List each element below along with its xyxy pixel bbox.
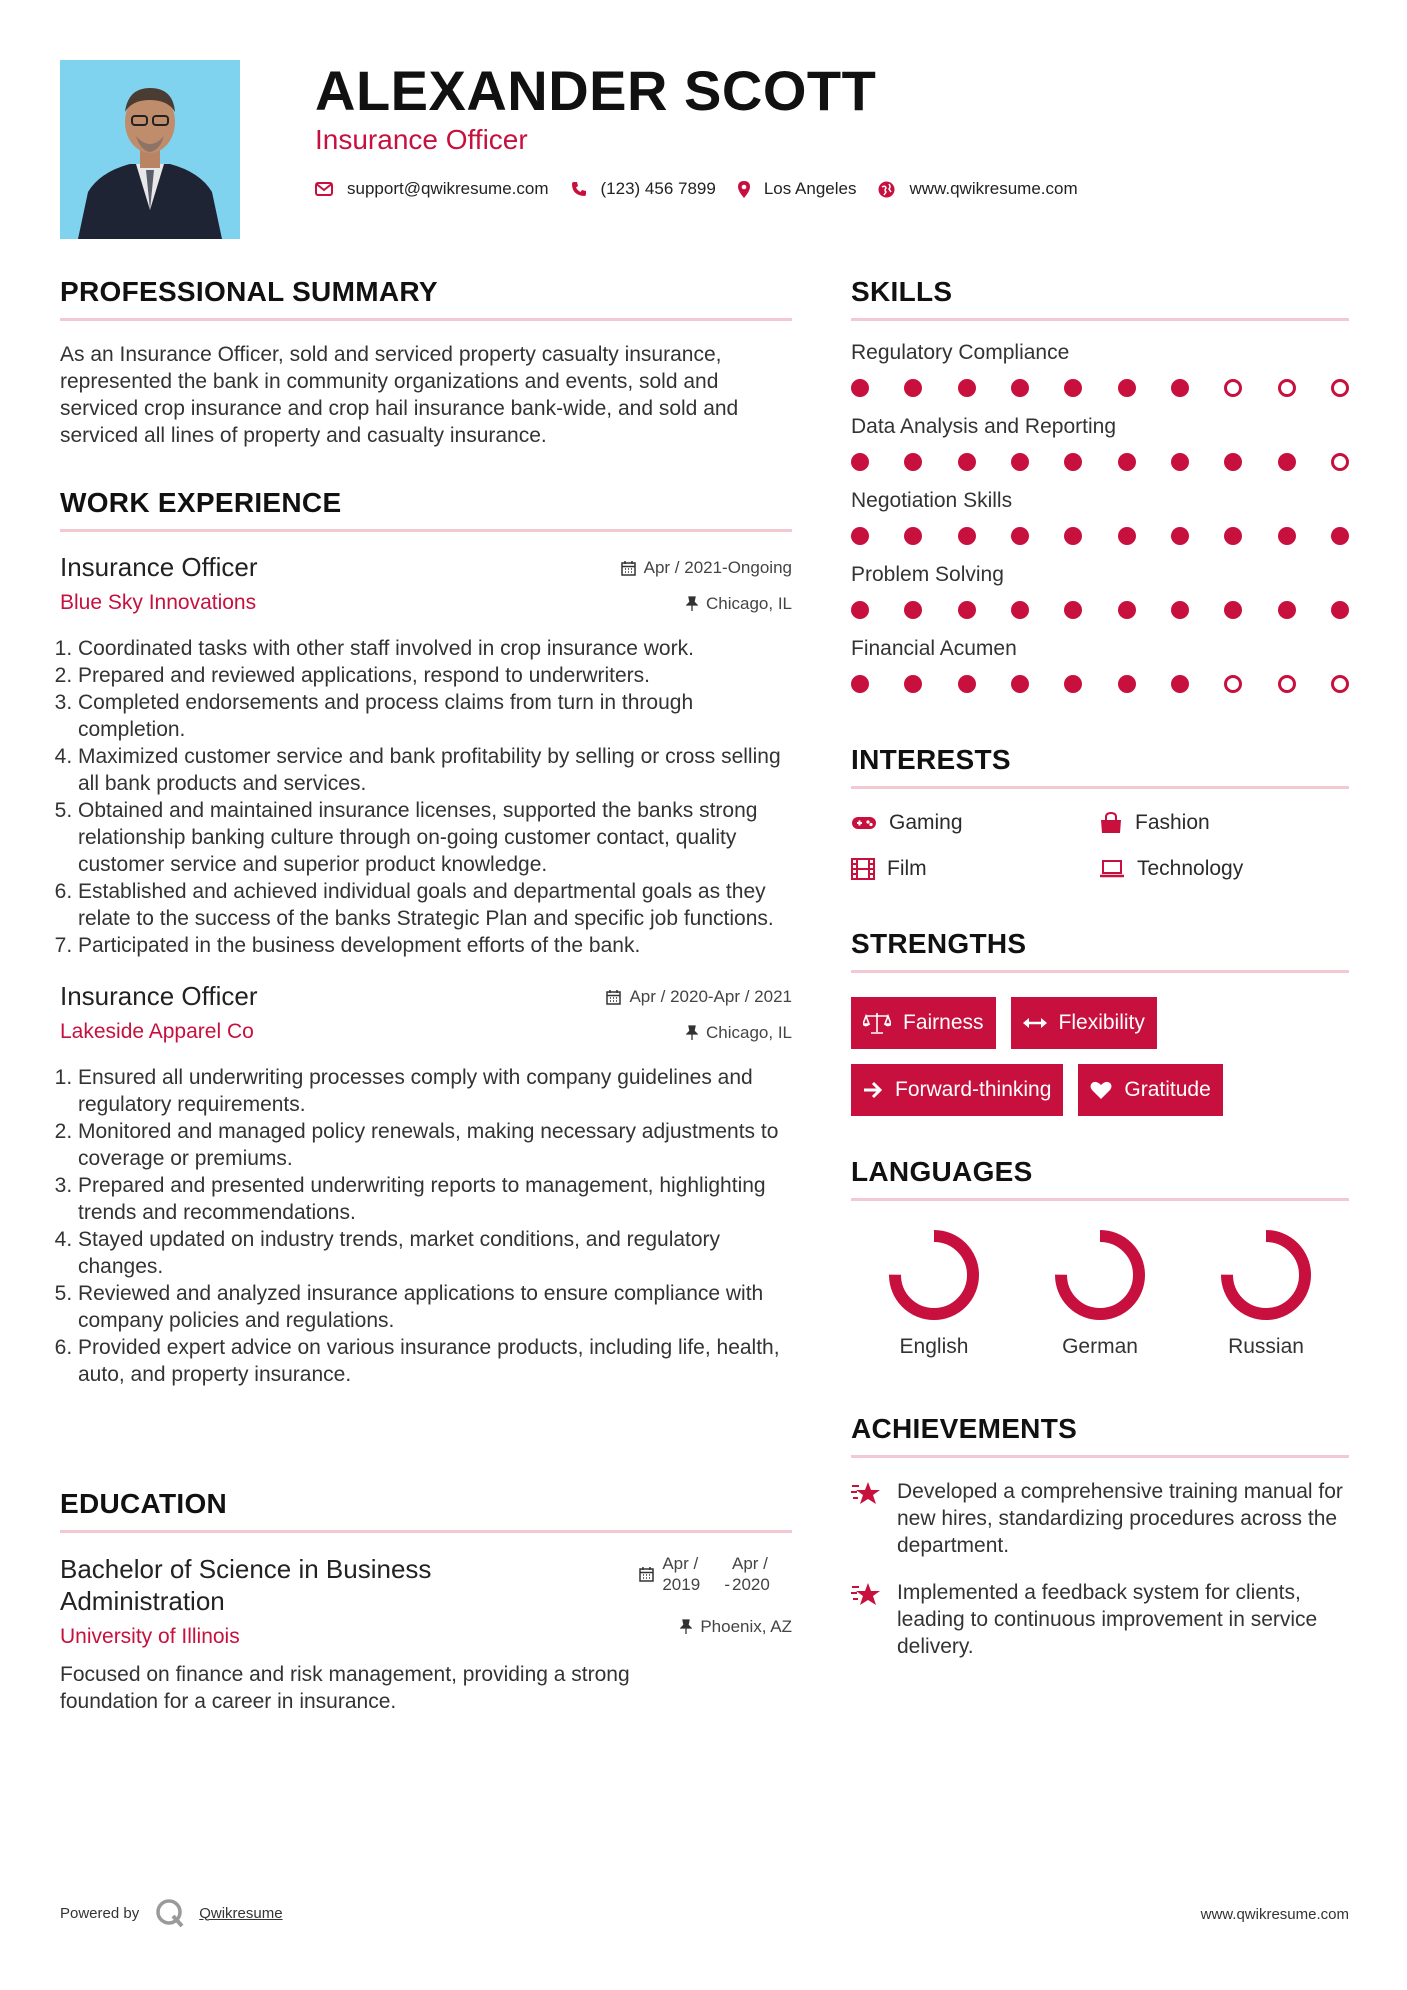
languages-list (851, 1227, 1349, 1359)
rating-dot-filled (1011, 527, 1029, 545)
duty-item: 7. Participated in the business development efforts of the bank. (78, 932, 792, 959)
heart-icon (1090, 1080, 1112, 1100)
section-divider (851, 970, 1349, 973)
strength-label: Forward-thinking (895, 1078, 1052, 1101)
languages-section (851, 1156, 1349, 1359)
duty-item: 1. Coordinated tasks with other staff involved in crop insurance work. (78, 635, 792, 662)
languages-heading: LANGUAGES (851, 1156, 1033, 1187)
rating-dot-filled (958, 675, 976, 693)
interest-item (851, 811, 1099, 835)
rating-dot-empty (1278, 675, 1296, 693)
achievement-item (851, 1579, 1349, 1660)
job-location: Chicago, IL (706, 1023, 792, 1042)
skills-list (851, 341, 1349, 693)
job-duties (60, 1064, 792, 1388)
strengths-section (851, 928, 1349, 1131)
shopping-bag-icon (1099, 812, 1123, 834)
education-location: Phoenix, AZ (700, 1617, 792, 1636)
contact-email[interactable] (315, 179, 549, 199)
job-entry (60, 552, 792, 959)
language-item (1183, 1227, 1349, 1359)
skill-name: Regulatory Compliance (851, 341, 1070, 364)
rating-dot-filled (851, 527, 869, 545)
rating-dot-filled (1011, 379, 1029, 397)
interest-item (1099, 857, 1349, 881)
rating-dot-filled (1224, 453, 1242, 471)
rating-dot-filled (958, 601, 976, 619)
achievement-item (851, 1478, 1349, 1559)
pushpin-icon (686, 1025, 698, 1041)
language-ring (1218, 1227, 1314, 1323)
skill-name: Data Analysis and Reporting (851, 415, 1116, 438)
rating-dot-filled (1118, 601, 1136, 619)
achievement-text: Developed a comprehensive training manual for new hires, standardizing procedures across the department. (897, 1480, 1343, 1557)
rating-dot-empty (1331, 379, 1349, 397)
strength-badge (1078, 1064, 1222, 1116)
achievement-text: Implemented a feedback system for clients, leading to continuous improvement in service delivery. (897, 1581, 1318, 1658)
rating-dot-empty (1278, 379, 1296, 397)
rating-dot-filled (1011, 675, 1029, 693)
footer-website[interactable]: www.qwikresume.com (1200, 1906, 1349, 1923)
education-description: Focused on finance and risk management, providing a strong foundation for a career in insurance. (60, 1663, 630, 1713)
job-title: Insurance Officer (60, 981, 258, 1011)
contact-website-text: www.qwikresume.com (909, 179, 1078, 198)
rating-dot-filled (1331, 527, 1349, 545)
section-divider (851, 1198, 1349, 1201)
strength-badge (1011, 997, 1157, 1049)
rating-dot-filled (1011, 601, 1029, 619)
duty-item: 5. Reviewed and analyzed insurance applications to ensure compliance with company policies and regulations. (78, 1280, 792, 1334)
section-divider (851, 786, 1349, 789)
experience-heading: WORK EXPERIENCE (60, 487, 342, 518)
duty-item: 6. Established and achieved individual goals and departmental goals as they relate to the success of the banks Strategic Plan and specific job functions. (78, 878, 792, 932)
duty-item: 4. Maximized customer service and bank profitability by selling or cross selling all bank products and services. (78, 743, 792, 797)
rating-dot-filled (1118, 527, 1136, 545)
skill-name: Problem Solving (851, 563, 1004, 586)
rating-dot-filled (904, 675, 922, 693)
strengths-heading: STRENGTHS (851, 928, 1027, 959)
powered-by-text: Powered by (60, 1904, 140, 1922)
education-section (60, 1488, 792, 1715)
duty-item: 3. Prepared and presented underwriting reports to management, highlighting trends and recommendations. (78, 1172, 792, 1226)
skill-rating (851, 527, 1349, 545)
language-label: English (899, 1335, 969, 1358)
date-separator: - (724, 1575, 730, 1594)
rating-dot-filled (851, 601, 869, 619)
pushpin-icon (686, 596, 698, 612)
rating-dot-filled (1224, 527, 1242, 545)
duty-item: 1. Ensured all underwriting processes comply with company guidelines and regulatory requirements. (78, 1064, 792, 1118)
phone-icon (571, 181, 587, 197)
laptop-icon (1099, 860, 1125, 878)
language-level-arc (1061, 1236, 1139, 1314)
footer-powered-by (60, 1898, 283, 1928)
language-ring (1052, 1227, 1148, 1323)
skill-rating (851, 675, 1349, 693)
profile-photo (60, 60, 240, 239)
summary-heading: PROFESSIONAL SUMMARY (60, 276, 438, 307)
rating-dot-filled (904, 453, 922, 471)
rating-dot-filled (1171, 453, 1189, 471)
star-badge-icon (851, 1581, 881, 1607)
rating-dot-filled (958, 379, 976, 397)
skill-rating (851, 379, 1349, 397)
rating-dot-filled (1064, 675, 1082, 693)
rating-dot-filled (1064, 601, 1082, 619)
interests-heading: INTERESTS (851, 744, 1011, 775)
contact-website[interactable] (878, 179, 1077, 199)
rating-dot-filled (1064, 379, 1082, 397)
job-location: Chicago, IL (706, 594, 792, 613)
strengths-list (851, 997, 1349, 1131)
education-start: Apr / 2019 (662, 1554, 701, 1594)
achievements-section (851, 1413, 1349, 1660)
rating-dot-filled (904, 601, 922, 619)
candidate-title: Insurance Officer (315, 124, 528, 155)
experience-section (60, 487, 792, 1388)
contact-phone-text: (123) 456 7899 (600, 179, 716, 198)
rating-dot-filled (851, 675, 869, 693)
gamepad-icon (851, 815, 877, 831)
rating-dot-empty (1224, 379, 1242, 397)
language-item (851, 1227, 1017, 1359)
achievements-heading: ACHIEVEMENTS (851, 1413, 1078, 1444)
contact-phone[interactable] (571, 179, 716, 199)
skill-rating (851, 601, 1349, 619)
strength-label: Fairness (903, 1011, 984, 1034)
film-icon (851, 858, 875, 880)
rating-dot-filled (851, 379, 869, 397)
language-label: Russian (1228, 1335, 1304, 1358)
language-level-arc (1227, 1236, 1305, 1314)
job-company: Lakeside Apparel Co (60, 1020, 254, 1043)
rating-dot-filled (1278, 453, 1296, 471)
duty-item: 2. Prepared and reviewed applications, respond to underwriters. (78, 662, 792, 689)
rating-dot-filled (1118, 379, 1136, 397)
job-entry (60, 981, 792, 1388)
skills-section (851, 276, 1349, 711)
rating-dot-empty (1331, 453, 1349, 471)
rating-dot-filled (1171, 601, 1189, 619)
interest-label: Gaming (889, 811, 963, 834)
rating-dot-filled (1278, 527, 1296, 545)
strength-label: Gratitude (1124, 1078, 1211, 1101)
rating-dot-filled (1171, 675, 1189, 693)
rating-dot-filled (1064, 453, 1082, 471)
duty-item: 6. Provided expert advice on various insurance products, including life, health, auto, and property insurance. (78, 1334, 792, 1388)
job-dates: Apr / 2020-Apr / 2021 (629, 987, 792, 1006)
summary-section (60, 276, 792, 449)
star-badge-icon (851, 1480, 881, 1506)
section-divider (60, 318, 792, 321)
summary-text: As an Insurance Officer, sold and serviced property casualty insurance, represented the bank in community organizations and events, sold and serviced crop insurance and crop hail insurance bank-wide, and sold and serviced all lines of property and casualty insurance. (60, 343, 739, 447)
skill-name: Negotiation Skills (851, 489, 1013, 512)
rating-dot-filled (1011, 453, 1029, 471)
rating-dot-filled (958, 527, 976, 545)
interest-item (1099, 811, 1349, 835)
contact-location-text: Los Angeles (763, 179, 857, 198)
rating-dot-filled (1224, 601, 1242, 619)
interest-item (851, 857, 1099, 881)
rating-dot-filled (1171, 379, 1189, 397)
contact-location (738, 179, 857, 199)
job-company: Blue Sky Innovations (60, 591, 257, 614)
degree-title: Bachelor of Science in Business Administration (60, 1554, 432, 1616)
duty-item: 5. Obtained and maintained insurance licenses, supported the banks strong relationship banking culture through on-going customer contact, quality customer service and superior product knowledge. (78, 797, 792, 878)
interests-section (851, 744, 1349, 881)
education-heading: EDUCATION (60, 1488, 228, 1519)
section-divider (60, 529, 792, 532)
language-ring (886, 1227, 982, 1323)
section-divider (851, 318, 1349, 321)
interests-list (851, 811, 1349, 881)
language-level-arc (895, 1236, 973, 1314)
strength-badge (851, 997, 996, 1049)
calendar-icon (639, 1566, 654, 1582)
interest-label: Fashion (1135, 811, 1210, 834)
brand-link[interactable]: Qwikresume (199, 1904, 283, 1922)
rating-dot-filled (958, 453, 976, 471)
arrows-horizontal-icon (1023, 1017, 1047, 1029)
rating-dot-filled (1064, 527, 1082, 545)
candidate-name: ALEXANDER SCOTT (315, 59, 877, 122)
school-name: University of Illinois (60, 1625, 240, 1648)
map-pin-icon (738, 181, 750, 198)
language-label: German (1062, 1335, 1138, 1358)
strength-badge (851, 1064, 1063, 1116)
interest-label: Film (887, 857, 927, 880)
rating-dot-filled (1331, 601, 1349, 619)
job-dates: Apr / 2021-Ongoing (643, 558, 792, 577)
arrow-right-icon (863, 1081, 883, 1099)
skills-heading: SKILLS (851, 276, 953, 307)
job-duties (60, 635, 792, 959)
skill-name: Financial Acumen (851, 637, 1017, 660)
rating-dot-filled (1171, 527, 1189, 545)
skill-rating (851, 453, 1349, 471)
rating-dot-filled (1118, 453, 1136, 471)
duty-item: 4. Stayed updated on industry trends, market conditions, and regulatory changes. (78, 1226, 792, 1280)
contact-bar (315, 179, 1100, 199)
rating-dot-filled (851, 453, 869, 471)
section-divider (60, 1530, 792, 1533)
rating-dot-filled (904, 379, 922, 397)
rating-dot-empty (1331, 675, 1349, 693)
balance-scale-icon (863, 1012, 891, 1034)
qwikresume-logo-icon (155, 1898, 185, 1928)
rating-dot-empty (1224, 675, 1242, 693)
pushpin-icon (680, 1619, 692, 1635)
strength-label: Flexibility (1058, 1011, 1145, 1034)
duty-item: 3. Completed endorsements and process claims from turn in through completion. (78, 689, 792, 743)
calendar-icon (606, 989, 621, 1005)
rating-dot-filled (904, 527, 922, 545)
interest-label: Technology (1137, 857, 1244, 880)
rating-dot-filled (1118, 675, 1136, 693)
calendar-icon (621, 560, 636, 576)
education-end: Apr / 2020 (732, 1554, 770, 1594)
contact-email-text: support@qwikresume.com (347, 179, 549, 198)
envelope-icon (315, 182, 333, 196)
job-title: Insurance Officer (60, 552, 258, 582)
globe-icon (878, 181, 895, 198)
section-divider (851, 1455, 1349, 1458)
rating-dot-filled (1278, 601, 1296, 619)
duty-item: 2. Monitored and managed policy renewals, making necessary adjustments to coverage or premiums. (78, 1118, 792, 1172)
person-avatar-icon (60, 60, 240, 239)
language-item (1017, 1227, 1183, 1359)
